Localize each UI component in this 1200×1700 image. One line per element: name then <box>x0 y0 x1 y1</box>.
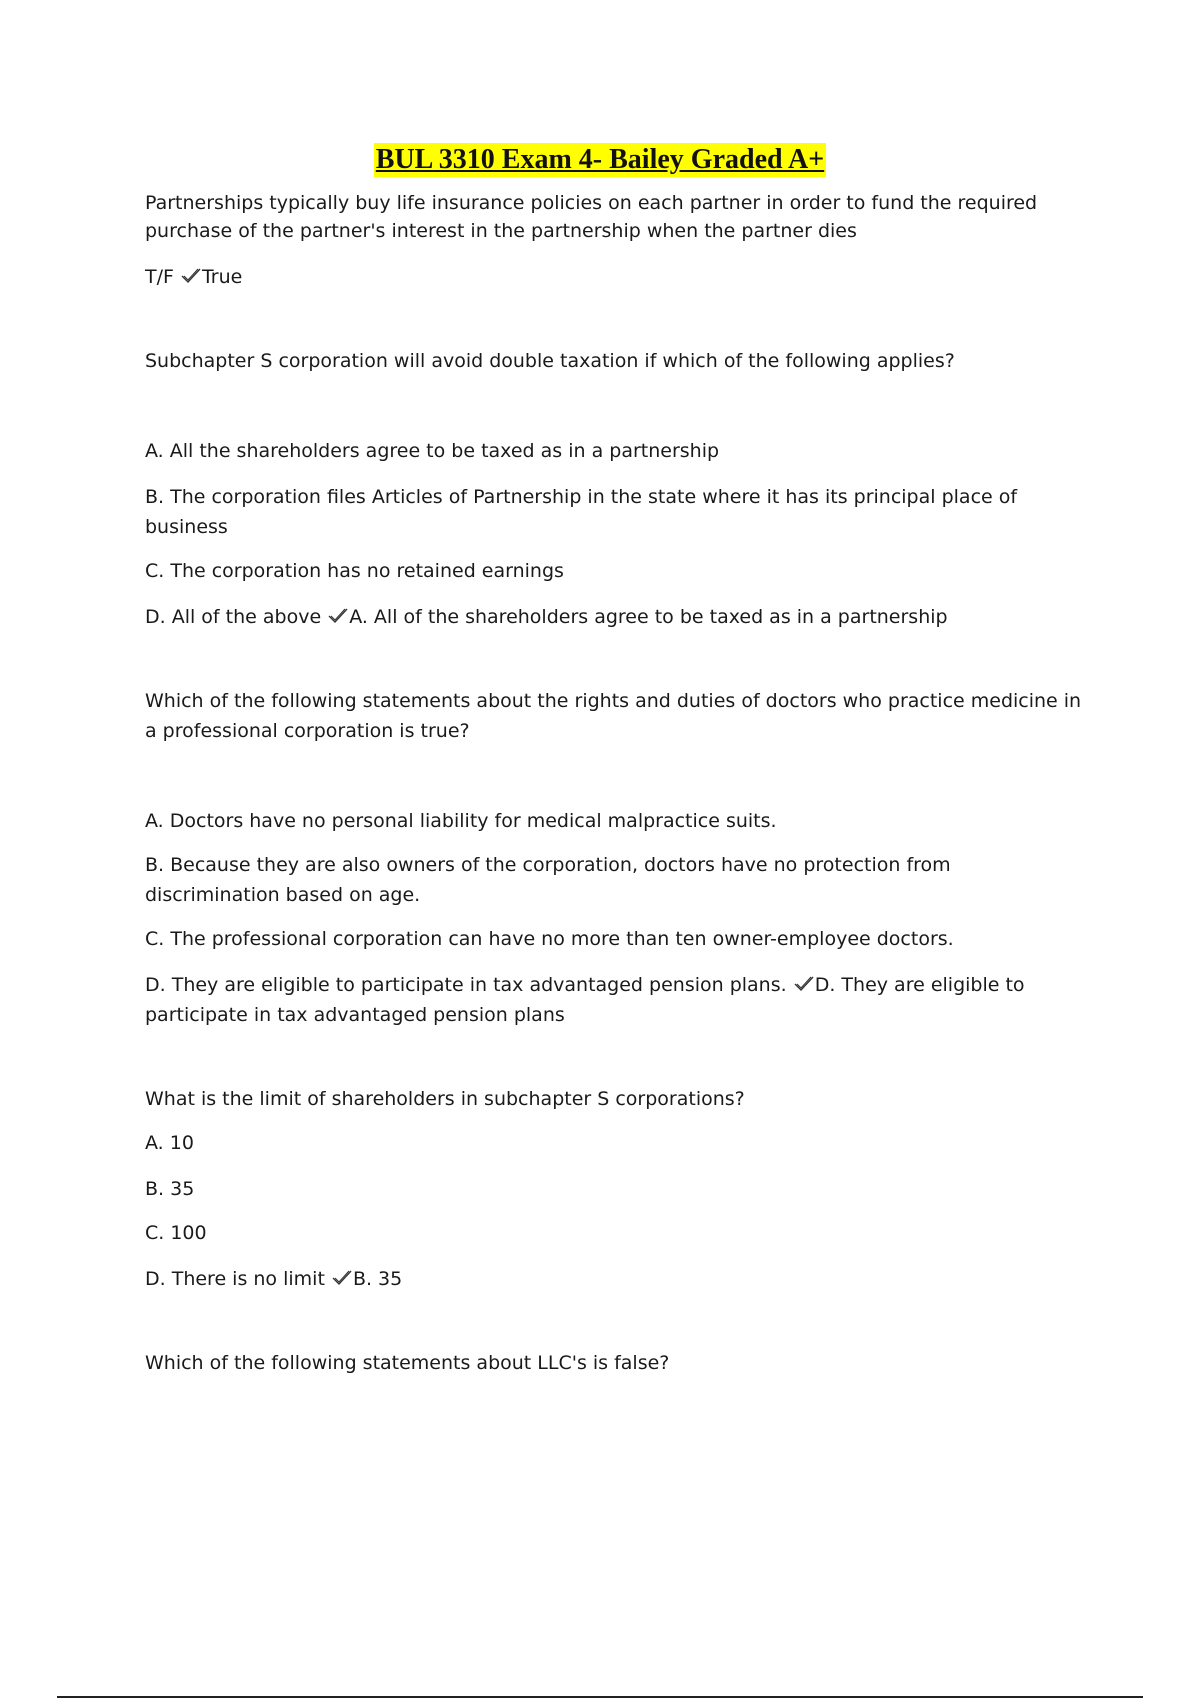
question-2-option-d: D. All of the above <box>145 606 322 628</box>
question-2 <box>145 346 1085 632</box>
question-3-option-d: D. They are eligible to participate in tax advantaged pension plans. <box>145 974 787 996</box>
document-title: BUL 3310 Exam 4- Bailey Graded A+ <box>375 144 825 175</box>
question-1-answer-line <box>145 262 1085 292</box>
question-3-text: Which of the following statements about the rights and duties of doctors who practice medicine in a professional corporation is true? <box>145 690 1082 742</box>
title-container <box>0 143 1200 177</box>
question-4-option-a: A. 10 <box>145 1132 194 1154</box>
question-4-answer-line <box>145 1264 1085 1294</box>
question-4-option-c: C. 100 <box>145 1222 207 1244</box>
question-3 <box>145 686 1085 1030</box>
document-body <box>145 192 1085 1378</box>
check-icon <box>331 1269 353 1287</box>
question-5 <box>145 1348 1085 1378</box>
question-3-option-b: B. Because they are also owners of the corporation, doctors have no protection from discrimination based on age. <box>145 854 951 906</box>
footer-divider <box>57 1696 1143 1698</box>
question-2-answer: A. All of the shareholders agree to be taxed as in a partnership <box>349 606 948 628</box>
question-2-option-c: C. The corporation has no retained earnings <box>145 560 564 582</box>
check-icon <box>180 267 202 285</box>
question-3-option-c: C. The professional corporation can have no more than ten owner-employee doctors. <box>145 928 954 950</box>
question-1-prefix: T/F <box>145 266 174 288</box>
question-1-answer: True <box>201 266 243 288</box>
question-3-answer-line <box>145 970 1085 1030</box>
question-5-text: Which of the following statements about LLC's is false? <box>145 1352 670 1374</box>
check-icon <box>793 975 815 993</box>
question-3-answer: D. They are eligible to participate in tax advantaged pension plans <box>145 974 1025 1026</box>
question-2-option-b: B. The corporation files Articles of Partnership in the state where it has its principal place of business <box>145 486 1018 538</box>
question-2-option-a: A. All the shareholders agree to be taxed as in a partnership <box>145 440 720 462</box>
question-4-answer: B. 35 <box>352 1268 403 1290</box>
check-icon <box>327 607 349 625</box>
question-1-text: Partnerships typically buy life insurance policies on each partner in order to fund the required purchase of the partner's interest in the partnership when the partner dies <box>145 192 1038 242</box>
question-2-text: Subchapter S corporation will avoid double taxation if which of the following applies? <box>145 350 955 372</box>
question-1 <box>145 189 1085 292</box>
question-3-option-a: A. Doctors have no personal liability for medical malpractice suits. <box>145 810 777 832</box>
question-4 <box>145 1084 1085 1294</box>
question-4-option-d: D. There is no limit <box>145 1268 325 1290</box>
question-4-text: What is the limit of shareholders in subchapter S corporations? <box>145 1088 745 1110</box>
question-2-answer-line <box>145 602 1085 632</box>
question-4-option-b: B. 35 <box>145 1178 195 1200</box>
